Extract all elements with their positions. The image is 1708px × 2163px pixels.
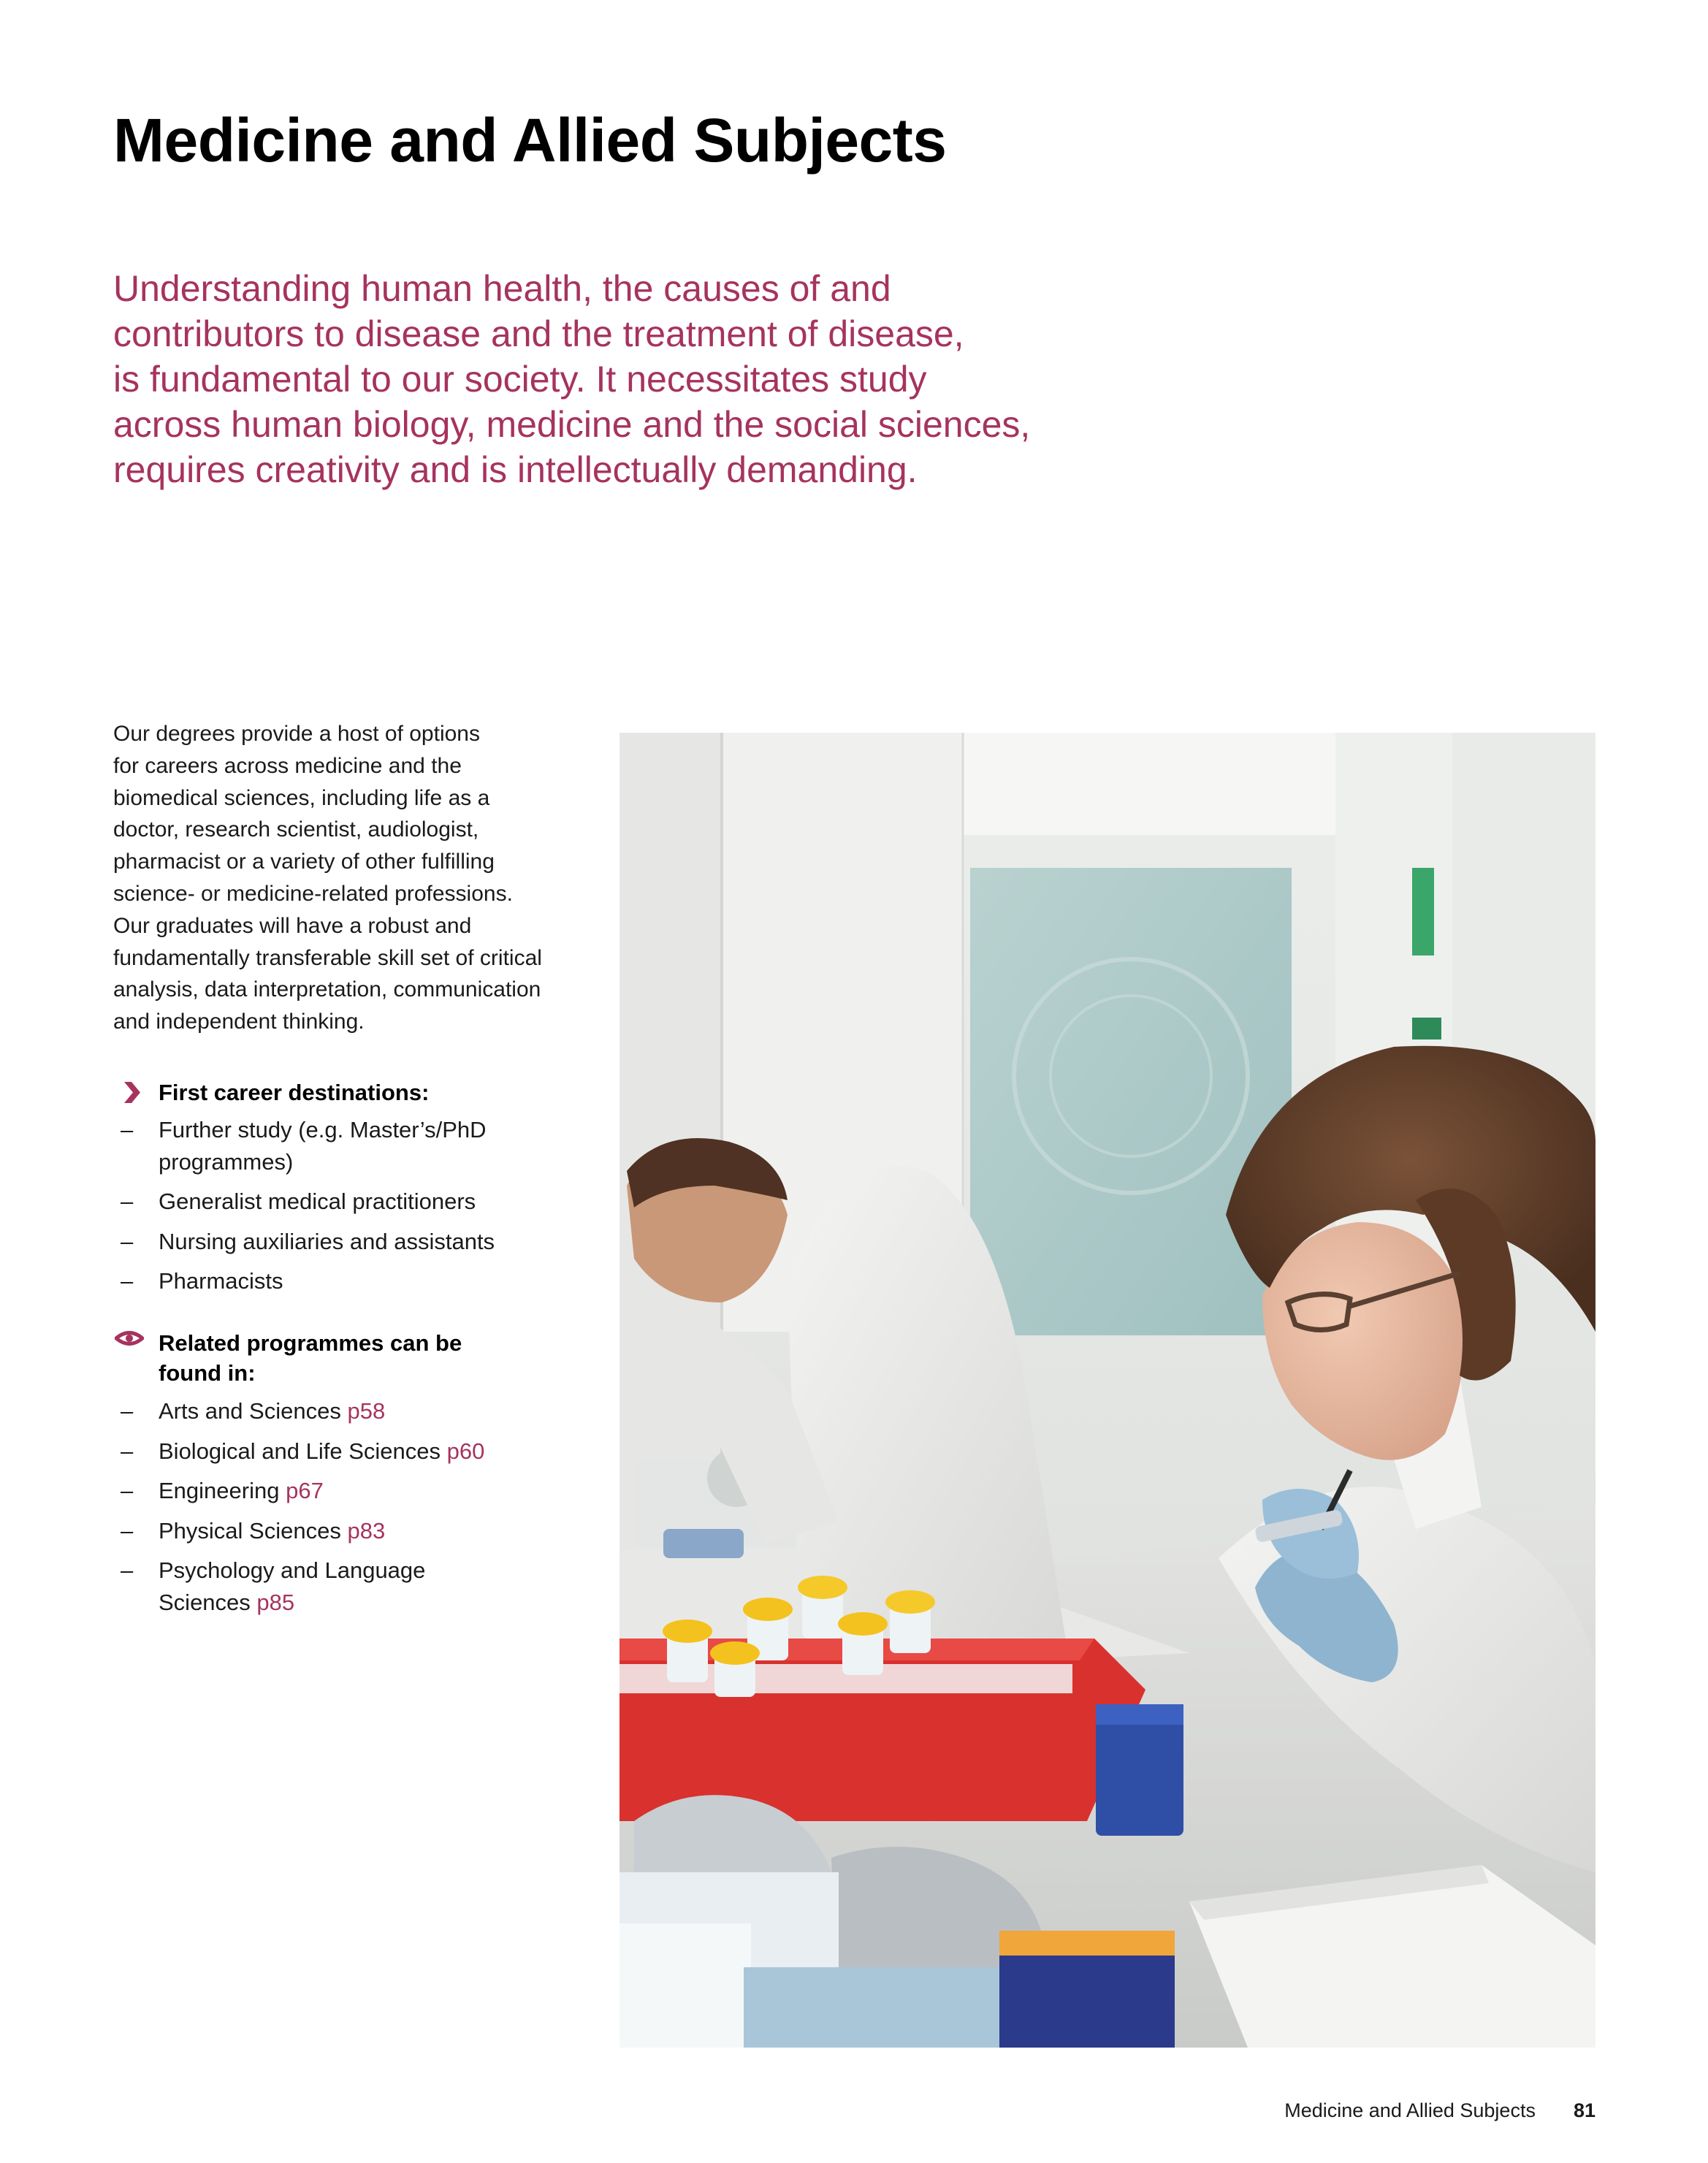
page-reference-link[interactable]: p67 — [286, 1478, 324, 1503]
list-item: – Engineering p67 — [121, 1478, 324, 1503]
list-item-line: Nursing auxiliaries and assistants — [159, 1228, 495, 1254]
body-paragraph — [113, 718, 595, 1038]
list-item: – Generalist medical practitioners — [113, 1186, 581, 1218]
body-line: Our graduates will have a robust and — [113, 913, 472, 938]
page-reference-link[interactable]: p60 — [446, 1438, 485, 1464]
list-item-line: Pharmacists — [159, 1268, 283, 1294]
body-line: pharmacist or a variety of other fulfilling — [113, 850, 495, 874]
related-heading-line: found in: — [159, 1360, 256, 1386]
body-line: fundamentally transferable skill set of critical — [113, 945, 542, 970]
careers-list — [113, 1114, 581, 1305]
page-number: 81 — [1573, 2099, 1595, 2121]
body-line: Our degrees provide a host of options — [113, 722, 480, 746]
list-item: – Physical Sciences p83 — [121, 1517, 386, 1544]
eye-icon — [115, 1328, 144, 1358]
programme-label: Engineering — [159, 1478, 280, 1503]
body-line: doctor, research scientist, audiologist, — [113, 817, 479, 842]
related-heading-line: Related programmes can be — [159, 1330, 462, 1356]
page-reference-link[interactable]: p85 — [256, 1589, 295, 1615]
related-list — [113, 1395, 581, 1626]
intro-paragraph — [113, 266, 1085, 492]
lab-photo — [619, 733, 1595, 2048]
list-item: – Arts and Sciences p58 — [121, 1398, 386, 1424]
body-line: biomedical sciences, including life as a — [113, 785, 490, 810]
list-item-line: Generalist medical practitioners — [159, 1189, 476, 1214]
related-heading — [113, 1328, 581, 1388]
programme-label: Biological and Life Sciences — [159, 1438, 441, 1464]
programme-label: Sciences — [159, 1589, 251, 1615]
body-line: and independent thinking. — [113, 1010, 365, 1034]
careers-heading — [113, 1077, 581, 1107]
programme-label: Arts and Sciences — [159, 1398, 341, 1424]
list-item-line: Further study (e.g. Master’s/PhD — [159, 1117, 487, 1142]
intro-line: is fundamental to our society. It necessitates study — [113, 359, 927, 400]
page-reference-link[interactable]: p83 — [347, 1517, 386, 1544]
intro-line: Understanding human health, the causes of and — [113, 268, 891, 309]
page-footer — [1284, 2098, 1595, 2123]
page-reference-link[interactable]: p58 — [347, 1398, 386, 1424]
page-title: Medicine and Allied Subjects — [113, 106, 947, 175]
careers-heading-text: First career destinations: — [159, 1080, 430, 1105]
programme-label: Physical Sciences — [159, 1517, 341, 1544]
body-line: for careers across medicine and the — [113, 753, 462, 778]
intro-line: across human biology, medicine and the social sciences, — [113, 404, 1031, 445]
list-item: – Psychology and Language Sciences p85 — [113, 1554, 581, 1618]
lab-photo-illustration — [619, 733, 1595, 2048]
list-item-line: programmes) — [159, 1148, 294, 1175]
list-item: – Nursing auxiliaries and assistants — [113, 1226, 581, 1258]
footer-section-title: Medicine and Allied Subjects — [1284, 2099, 1536, 2121]
intro-line: requires creativity and is intellectually demanding. — [113, 449, 918, 490]
body-line: science- or medicine-related professions. — [113, 881, 513, 906]
list-item: – Pharmacists — [113, 1265, 581, 1297]
chevron-right-icon — [118, 1077, 147, 1107]
list-item: – Biological and Life Sciences p60 — [121, 1438, 485, 1464]
programme-label: Psychology and Language — [159, 1557, 426, 1583]
body-line: analysis, data interpretation, communication — [113, 977, 541, 1002]
list-item: – Further study (e.g. Master’s/PhD programmes) — [113, 1114, 581, 1178]
intro-line: contributors to disease and the treatment of disease, — [113, 313, 964, 354]
